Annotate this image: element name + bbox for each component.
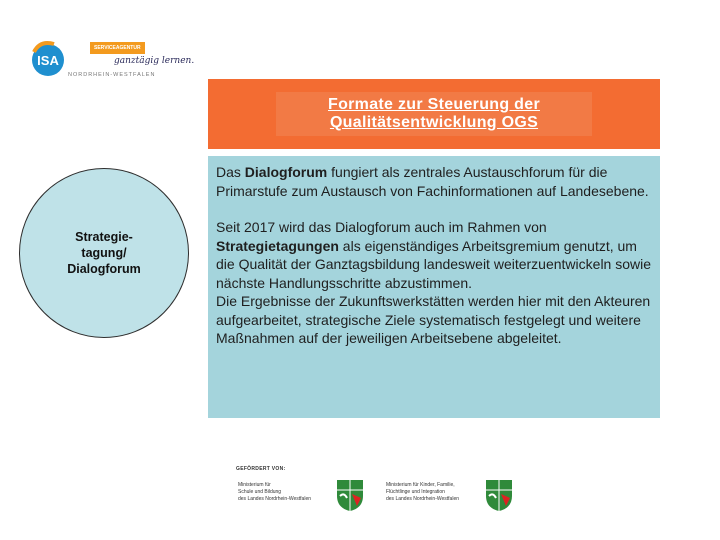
serviceagentur-badge: SERVICEAGENTUR <box>90 42 145 54</box>
ministry2-line: Ministerium für Kinder, Familie, <box>386 482 455 488</box>
isa-logo-text: ISA <box>37 53 59 68</box>
slide-title <box>276 92 592 136</box>
ministry1-line: Schule und Bildung <box>238 489 282 495</box>
ministry-school <box>238 482 311 503</box>
circle-line-2: tagung/ <box>81 246 127 260</box>
p2-text-b: als eigenständiges Arbeitsgremium genutzt, um die Qualität der Ganztagsbildung landesweit weiterzuentwickeln sowie nächste Handlungsschritte abzustimmen. <box>216 237 652 291</box>
title-line-1: Formate zur Steuerung der <box>328 96 540 113</box>
ministry2-line: des Landes Nordrhein-Westfalen <box>386 496 460 502</box>
ministry1-line: Ministerium für <box>238 482 271 488</box>
p1-text-b: fungiert als zentrales Austauschforum für die Primarstufe zum Austausch von Fachinformationen auf Landesebene. <box>216 164 649 199</box>
title-banner <box>208 79 660 149</box>
nrw-crest-icon <box>335 478 365 512</box>
paragraph-strategietagung <box>216 218 652 292</box>
p2-bold: Strategietagungen <box>216 237 339 254</box>
circle-line-3: Dialogforum <box>67 262 141 276</box>
content-panel <box>208 156 660 418</box>
funder-label: GEFÖRDERT VON: <box>236 466 286 472</box>
p1-text-a: Das <box>216 164 245 180</box>
nrw-crest-icon <box>484 478 514 512</box>
ministry1-line: des Landes Nordrhein-Westfalen <box>238 496 312 502</box>
topic-circle <box>19 168 189 338</box>
isa-logo <box>30 38 70 78</box>
logo-region: NORDRHEIN-WESTFALEN <box>68 72 156 78</box>
circle-label <box>67 229 141 277</box>
p2-text-a: Seit 2017 wird das Dialogforum auch im Rahmen von <box>216 219 547 235</box>
ministry-family <box>386 482 459 503</box>
logo-tagline: ganztägig lernen. <box>114 56 195 66</box>
circle-line-1: Strategie- <box>75 230 133 244</box>
ministry2-line: Flüchtlinge und Integration <box>386 489 445 495</box>
title-line-2: Qualitätsentwicklung OGS <box>329 114 539 131</box>
paragraph-dialogforum <box>216 163 652 200</box>
paragraph-ergebnisse: Die Ergebnisse der Zukunftswerkstätten werden hier mit den Akteuren aufgearbeitet, strategische Ziele systematisch festgelegt und weitere Maßnahmen auf der jeweiligen Arbeitsebene abgeleitet. <box>216 293 651 346</box>
p1-bold: Dialogforum <box>244 164 328 180</box>
